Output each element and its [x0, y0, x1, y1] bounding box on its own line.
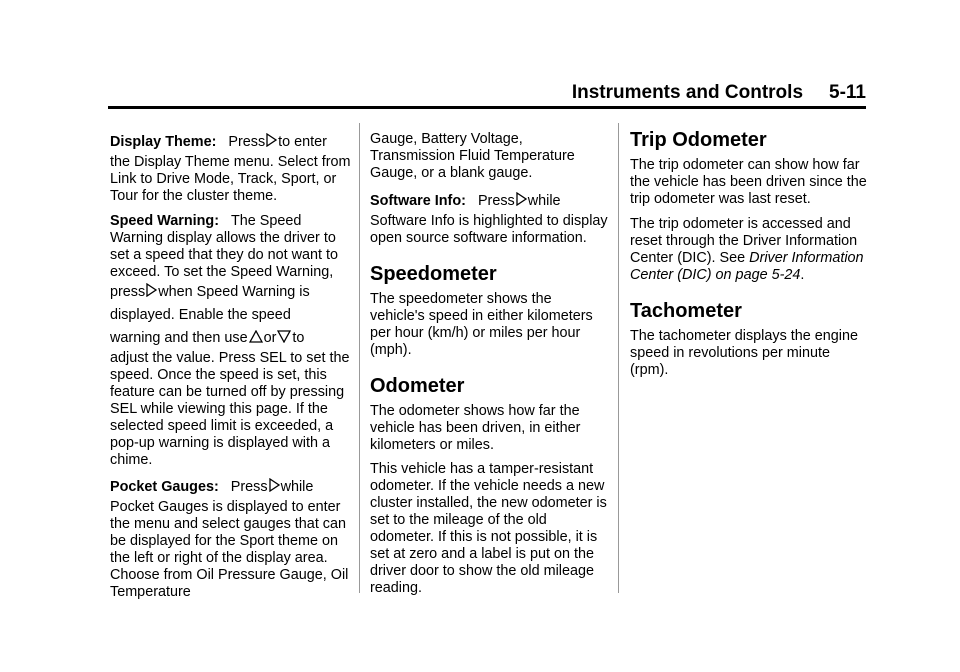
speed-warning-text-2: press — [110, 283, 146, 300]
speed-warning-line-use — [110, 330, 304, 346]
trip-odometer-text: The trip odometer is accessed and reset through the Driver Information Center (DIC). See — [630, 215, 858, 266]
software-info-text-3: Software Info is highlighted to display open source software information. — [370, 212, 608, 246]
page-number: 5-11 — [829, 82, 866, 103]
speed-warning-text-8: adjust the value. Press SEL to set the speed. Once the speed is set, this feature can be turned off by pressing SEL while viewing this page. If the selected speed limit is exceeded, a pop-up warning is displayed with a chime. — [110, 349, 350, 468]
speed-warning-term: Speed Warning: — [110, 212, 219, 229]
pocket-gauges-line — [110, 479, 313, 495]
software-info-text-1: Press — [477, 192, 515, 209]
speed-warning-text-4: displayed. Enable the speed — [110, 306, 291, 323]
triangle-up-icon — [249, 330, 263, 343]
column-divider-2 — [618, 123, 619, 593]
odometer-heading: Odometer — [370, 374, 465, 397]
tachometer-paragraph: The tachometer displays the engine speed in revolutions per minute (rpm). — [630, 327, 858, 378]
triangle-right-icon — [146, 283, 157, 297]
display-theme-line — [110, 134, 327, 150]
display-theme-text-3: the Display Theme menu. Select from Link to Drive Mode, Track, Sport, or Tour for the cluster theme. — [110, 154, 351, 204]
triangle-right-icon — [266, 133, 277, 147]
column-1 — [110, 131, 355, 609]
pocket-gauges-text-2: while — [280, 479, 314, 495]
display-theme-text-1: Press — [228, 134, 266, 150]
trip-odometer-paragraph-1: The trip odometer can show how far the vehicle has been driven since the trip odometer was last reset. — [630, 157, 867, 207]
triangle-right-icon — [269, 478, 280, 492]
tachometer-heading: Tachometer — [630, 299, 742, 322]
speed-warning-paragraph — [110, 213, 355, 469]
section-title: Instruments and Controls — [571, 82, 804, 103]
pocket-gauges-text-1: Press — [230, 479, 268, 495]
trip-odometer-paragraph-2 — [630, 216, 870, 284]
page-header — [108, 82, 866, 106]
pocket-gauges-text-3: Pocket Gauges is displayed to enter the menu and select gauges that can be displayed for the Sport theme on the left or right of the display area. Choose from Oil Pressure Gauge, Oil Temperature — [110, 499, 349, 600]
software-info-term: Software Info: — [370, 192, 466, 209]
software-info-text-2: while — [527, 192, 561, 209]
speed-warning-text-3: when Speed Warning is — [158, 283, 310, 300]
pocket-gauges-term: Pocket Gauges: — [110, 479, 219, 495]
speed-warning-line-press — [110, 284, 310, 300]
speedometer-paragraph: The speedometer shows the vehicle's speed in either kilometers per hour (km/h) or miles per hour (mph). — [370, 290, 593, 358]
display-theme-text-2: to enter — [278, 134, 327, 150]
software-info-line — [370, 193, 561, 209]
odometer-paragraph-1: The odometer shows how far the vehicle has been driven, in either kilometers or miles. — [370, 402, 581, 453]
software-info-paragraph — [370, 190, 610, 247]
speed-warning-text-6: or — [263, 329, 277, 346]
column-divider-1 — [359, 123, 360, 593]
triangle-down-icon — [277, 330, 291, 343]
column-3 — [630, 129, 870, 386]
speed-warning-text-1: The Speed Warning display allows the driver to set a speed that they do not want to exceed. To set the Speed Warning, — [110, 212, 339, 280]
display-theme-term: Display Theme: — [110, 134, 217, 150]
trip-odometer-period: . — [800, 266, 805, 283]
column-2 — [370, 131, 610, 605]
pocket-gauges-paragraph — [110, 476, 355, 601]
trip-odometer-heading: Trip Odometer — [630, 129, 767, 151]
dic-reference-link[interactable]: Driver Information Center (DIC) on page 5-24 — [630, 249, 864, 283]
gauge-continuation: Gauge, Battery Voltage, Transmission Fluid Temperature Gauge, or a blank gauge. — [370, 131, 575, 181]
speed-warning-text-7: to — [292, 329, 305, 346]
display-theme-paragraph — [110, 131, 355, 205]
odometer-paragraph-2: This vehicle has a tamper-resistant odometer. If the vehicle needs a new cluster installed, the new odometer is set to the mileage of the old odometer. If this is not possible, it is set at zero and a label is put on the driver door to show the old mileage reading. — [370, 461, 607, 596]
triangle-right-icon — [516, 192, 527, 206]
header-rule — [108, 106, 866, 109]
speed-warning-text-5: warning and then use — [110, 329, 248, 346]
speedometer-heading: Speedometer — [370, 262, 497, 285]
header-text — [572, 82, 866, 104]
